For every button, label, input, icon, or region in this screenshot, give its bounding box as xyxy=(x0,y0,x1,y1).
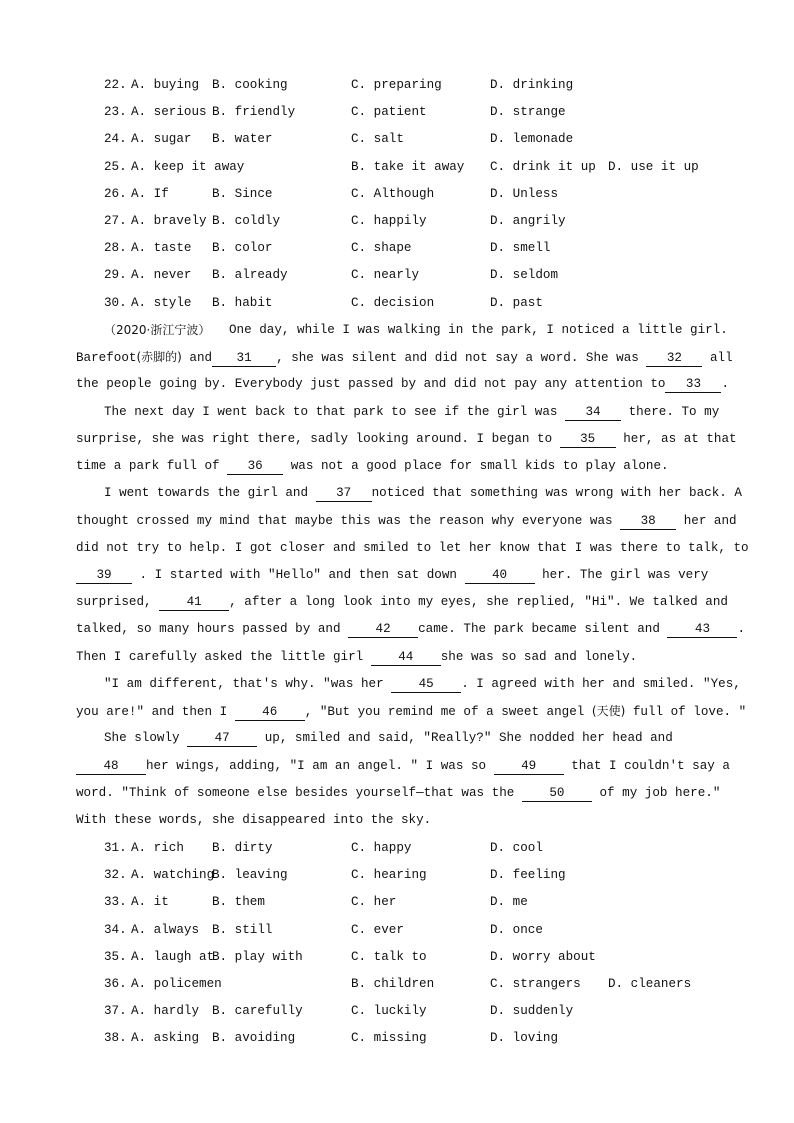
answer-option[interactable]: B. habit xyxy=(212,295,273,310)
question-row xyxy=(0,157,794,177)
passage-text: One day, while I was walking in the park, I noticed a little girl. xyxy=(229,323,728,337)
answer-option[interactable]: D. cool xyxy=(490,841,543,855)
question-row xyxy=(0,865,794,885)
answer-option[interactable]: B. dirty xyxy=(212,841,273,855)
answer-option[interactable]: A. rich xyxy=(131,841,184,855)
answer-option[interactable]: B. still xyxy=(212,922,273,937)
answer-option[interactable]: B. carefully xyxy=(212,1004,303,1019)
question-number: 25. xyxy=(104,159,127,174)
answer-option[interactable]: C. ever xyxy=(351,922,404,937)
answer-option[interactable]: C. decision xyxy=(351,295,435,310)
passage-line-5: surprise, she was right there, sadly looking around. I began to 35 her, as at that xyxy=(76,432,737,446)
question-number: 38. xyxy=(104,1031,127,1046)
blank-39[interactable]: 39 xyxy=(76,567,132,584)
question-number: 28. xyxy=(104,241,127,256)
answer-option[interactable]: A. If xyxy=(131,186,169,201)
answer-option[interactable]: C. happily xyxy=(351,214,427,228)
question-number: 30. xyxy=(104,295,127,310)
answer-option[interactable]: A. laugh at xyxy=(131,949,215,964)
question-number: 32. xyxy=(104,868,127,883)
question-row xyxy=(0,974,794,994)
answer-option[interactable]: C. Although xyxy=(351,186,435,201)
passage-line-9: did not try to help. I got closer and smiled to let her know that I was there to talk, to xyxy=(76,541,749,555)
answer-option[interactable]: D. seldom xyxy=(490,268,559,283)
answer-option[interactable]: D. once xyxy=(490,922,543,937)
answer-option[interactable]: A. sugar xyxy=(131,132,192,147)
answer-option[interactable]: A. style xyxy=(131,295,192,310)
answer-option[interactable]: B. avoiding xyxy=(212,1031,296,1046)
passage-line-14: "I am different, that's why. "was her 45 . I agreed with her and smiled. "Yes, xyxy=(104,677,741,691)
passage-source: （2020·浙江宁波） xyxy=(104,323,211,337)
answer-option[interactable]: D. angrily xyxy=(490,214,566,228)
answer-option[interactable]: C. salt xyxy=(351,132,404,147)
blank-40[interactable]: 40 xyxy=(465,567,535,584)
question-number: 23. xyxy=(104,105,127,120)
answer-option[interactable]: D. loving xyxy=(490,1031,559,1046)
question-row xyxy=(0,838,794,858)
answer-option[interactable]: D. smell xyxy=(490,241,551,256)
answer-option[interactable]: A. watching xyxy=(131,868,215,883)
answer-option[interactable]: C. happy xyxy=(351,841,412,855)
passage-line-17: 48 her wings, adding, "I am an angel. " I was so 49 that I couldn't say a xyxy=(76,756,794,776)
answer-option[interactable]: C. preparing xyxy=(351,78,442,92)
passage-line-1 xyxy=(0,320,794,340)
passage-line-19: With these words, she disappeared into the sky. xyxy=(76,813,432,827)
blank-37[interactable]: 37 xyxy=(316,485,372,502)
blank-50[interactable]: 50 xyxy=(522,785,592,802)
answer-option[interactable]: C. patient xyxy=(351,105,427,120)
answer-option[interactable]: C. missing xyxy=(351,1031,427,1046)
question-row xyxy=(0,238,794,258)
blank-35[interactable]: 35 xyxy=(560,431,616,448)
answer-option[interactable]: B. friendly xyxy=(212,105,296,120)
answer-option[interactable]: C. shape xyxy=(351,241,412,256)
blank-33[interactable]: 33 xyxy=(665,376,721,393)
question-number: 31. xyxy=(104,841,127,855)
answer-option[interactable]: C. strangers xyxy=(490,977,581,991)
passage-line-3: the people going by. Everybody just passed by and did not pay any attention to 33 . xyxy=(76,377,730,391)
passage-line-12: talked, so many hours passed by and 42 came. The park became silent and 43 . xyxy=(76,622,746,636)
answer-option[interactable]: A. never xyxy=(131,268,192,283)
question-number: 33. xyxy=(104,895,127,910)
answer-option[interactable]: B. water xyxy=(212,132,273,147)
answer-option[interactable]: D. drinking xyxy=(490,78,574,92)
answer-option[interactable]: C. nearly xyxy=(351,268,420,283)
answer-option[interactable]: B. them xyxy=(212,895,265,910)
question-number: 34. xyxy=(104,922,127,937)
blank-36[interactable]: 36 xyxy=(227,458,283,475)
answer-option[interactable]: C. drink it up xyxy=(490,159,596,174)
passage-line-8: thought crossed my mind that maybe this was the reason why everyone was 38 her and xyxy=(76,514,737,528)
answer-option[interactable]: D. past xyxy=(490,295,543,310)
answer-option[interactable]: D. me xyxy=(490,895,528,910)
answer-option[interactable]: B. take it away xyxy=(351,159,465,174)
answer-option[interactable]: A. serious xyxy=(131,105,207,120)
passage-line-18: word. "Think of someone else besides yourself—that was the 50 of my job here." xyxy=(76,786,721,800)
blank-42[interactable]: 42 xyxy=(348,621,418,638)
answer-option[interactable]: C. hearing xyxy=(351,868,427,883)
passage-line-2: Barefoot(赤脚的) and 31 , she was silent and did not say a word. She was 32 all xyxy=(76,350,733,365)
answer-option[interactable]: B. play with xyxy=(212,949,303,964)
question-number: 24. xyxy=(104,132,127,147)
blank-44[interactable]: 44 xyxy=(371,649,441,666)
answer-option[interactable]: D. lemonade xyxy=(490,132,574,147)
answer-option[interactable]: A. always xyxy=(131,922,200,937)
question-row xyxy=(0,1001,794,1021)
answer-option[interactable]: C. talk to xyxy=(351,949,427,964)
passage-line-15: you are!" and then I 46 , "But you remind me of a sweet angel (天使) full of love. " xyxy=(76,704,747,719)
answer-option[interactable]: A. policemen xyxy=(131,977,222,991)
question-row xyxy=(0,75,794,95)
question-row xyxy=(0,129,794,149)
answer-option[interactable]: C. her xyxy=(351,895,397,910)
answer-option[interactable]: B. coldly xyxy=(212,214,281,228)
answer-option[interactable]: D. strange xyxy=(490,105,566,120)
blank-43[interactable]: 43 xyxy=(667,621,737,638)
blank-46[interactable]: 46 xyxy=(235,704,305,721)
answer-option[interactable]: B. children xyxy=(351,977,435,991)
answer-option[interactable]: D. worry about xyxy=(490,949,596,964)
answer-option[interactable]: C. luckily xyxy=(351,1004,427,1019)
question-row xyxy=(0,892,794,912)
blank-38[interactable]: 38 xyxy=(620,513,676,530)
question-number: 26. xyxy=(104,186,127,201)
answer-option[interactable]: B. color xyxy=(212,241,273,256)
question-number: 35. xyxy=(104,949,127,964)
blank-45[interactable]: 45 xyxy=(391,676,461,693)
question-row xyxy=(0,265,794,285)
answer-option[interactable]: A. taste xyxy=(131,241,192,256)
question-row xyxy=(0,293,794,313)
question-number: 29. xyxy=(104,268,127,283)
passage-line-11: surprised, 41 , after a long look into my eyes, she replied, "Hi". We talked and xyxy=(76,595,728,609)
answer-option[interactable]: A. keep it away xyxy=(131,159,245,174)
answer-option[interactable]: D. use it up xyxy=(608,159,699,174)
answer-option[interactable]: A. bravely xyxy=(131,214,207,228)
answer-option[interactable]: B. Since xyxy=(212,186,273,201)
answer-option[interactable]: D. suddenly xyxy=(490,1004,574,1019)
question-row xyxy=(0,102,794,122)
blank-31[interactable]: 31 xyxy=(212,350,276,367)
passage-line-13: Then I carefully asked the little girl 44 she was so sad and lonely. xyxy=(76,650,638,664)
blank-47[interactable]: 47 xyxy=(187,730,257,747)
blank-49[interactable]: 49 xyxy=(494,758,564,775)
blank-48[interactable]: 48 xyxy=(76,758,146,775)
passage-line-6: time a park full of 36 was not a good place for small kids to play alone. xyxy=(76,459,669,473)
question-row xyxy=(0,947,794,967)
question-row xyxy=(0,1028,794,1048)
question-row xyxy=(0,211,794,231)
blank-32[interactable]: 32 xyxy=(646,350,702,367)
answer-option[interactable]: A. hardly xyxy=(131,1004,200,1019)
answer-option[interactable]: D. Unless xyxy=(490,186,559,201)
answer-option[interactable]: B. cooking xyxy=(212,78,288,92)
passage-line-16: She slowly 47 up, smiled and said, "Really?" She nodded her head and xyxy=(104,731,673,745)
question-row xyxy=(0,920,794,940)
answer-option[interactable]: A. buying xyxy=(131,78,200,92)
answer-option[interactable]: A. it xyxy=(131,895,169,910)
passage-line-4: The next day I went back to that park to see if the girl was 34 there. To my xyxy=(104,405,720,419)
question-row xyxy=(0,184,794,204)
question-number: 27. xyxy=(104,214,127,228)
passage-line-10: 39 . I started with "Hello" and then sat down 40 her. The girl was very xyxy=(76,565,794,585)
question-number: 22. xyxy=(104,78,127,92)
blank-34[interactable]: 34 xyxy=(565,404,621,421)
answer-option[interactable]: A. asking xyxy=(131,1031,200,1046)
question-number: 36. xyxy=(104,977,127,991)
answer-option[interactable]: D. feeling xyxy=(490,868,566,883)
answer-option[interactable]: B. already xyxy=(212,268,288,283)
passage-line-7: I went towards the girl and 37 noticed that something was wrong with her back. A xyxy=(104,486,742,500)
answer-option[interactable]: D. cleaners xyxy=(608,977,692,991)
blank-41[interactable]: 41 xyxy=(159,594,229,611)
answer-option[interactable]: B. leaving xyxy=(212,868,288,883)
question-number: 37. xyxy=(104,1004,127,1019)
